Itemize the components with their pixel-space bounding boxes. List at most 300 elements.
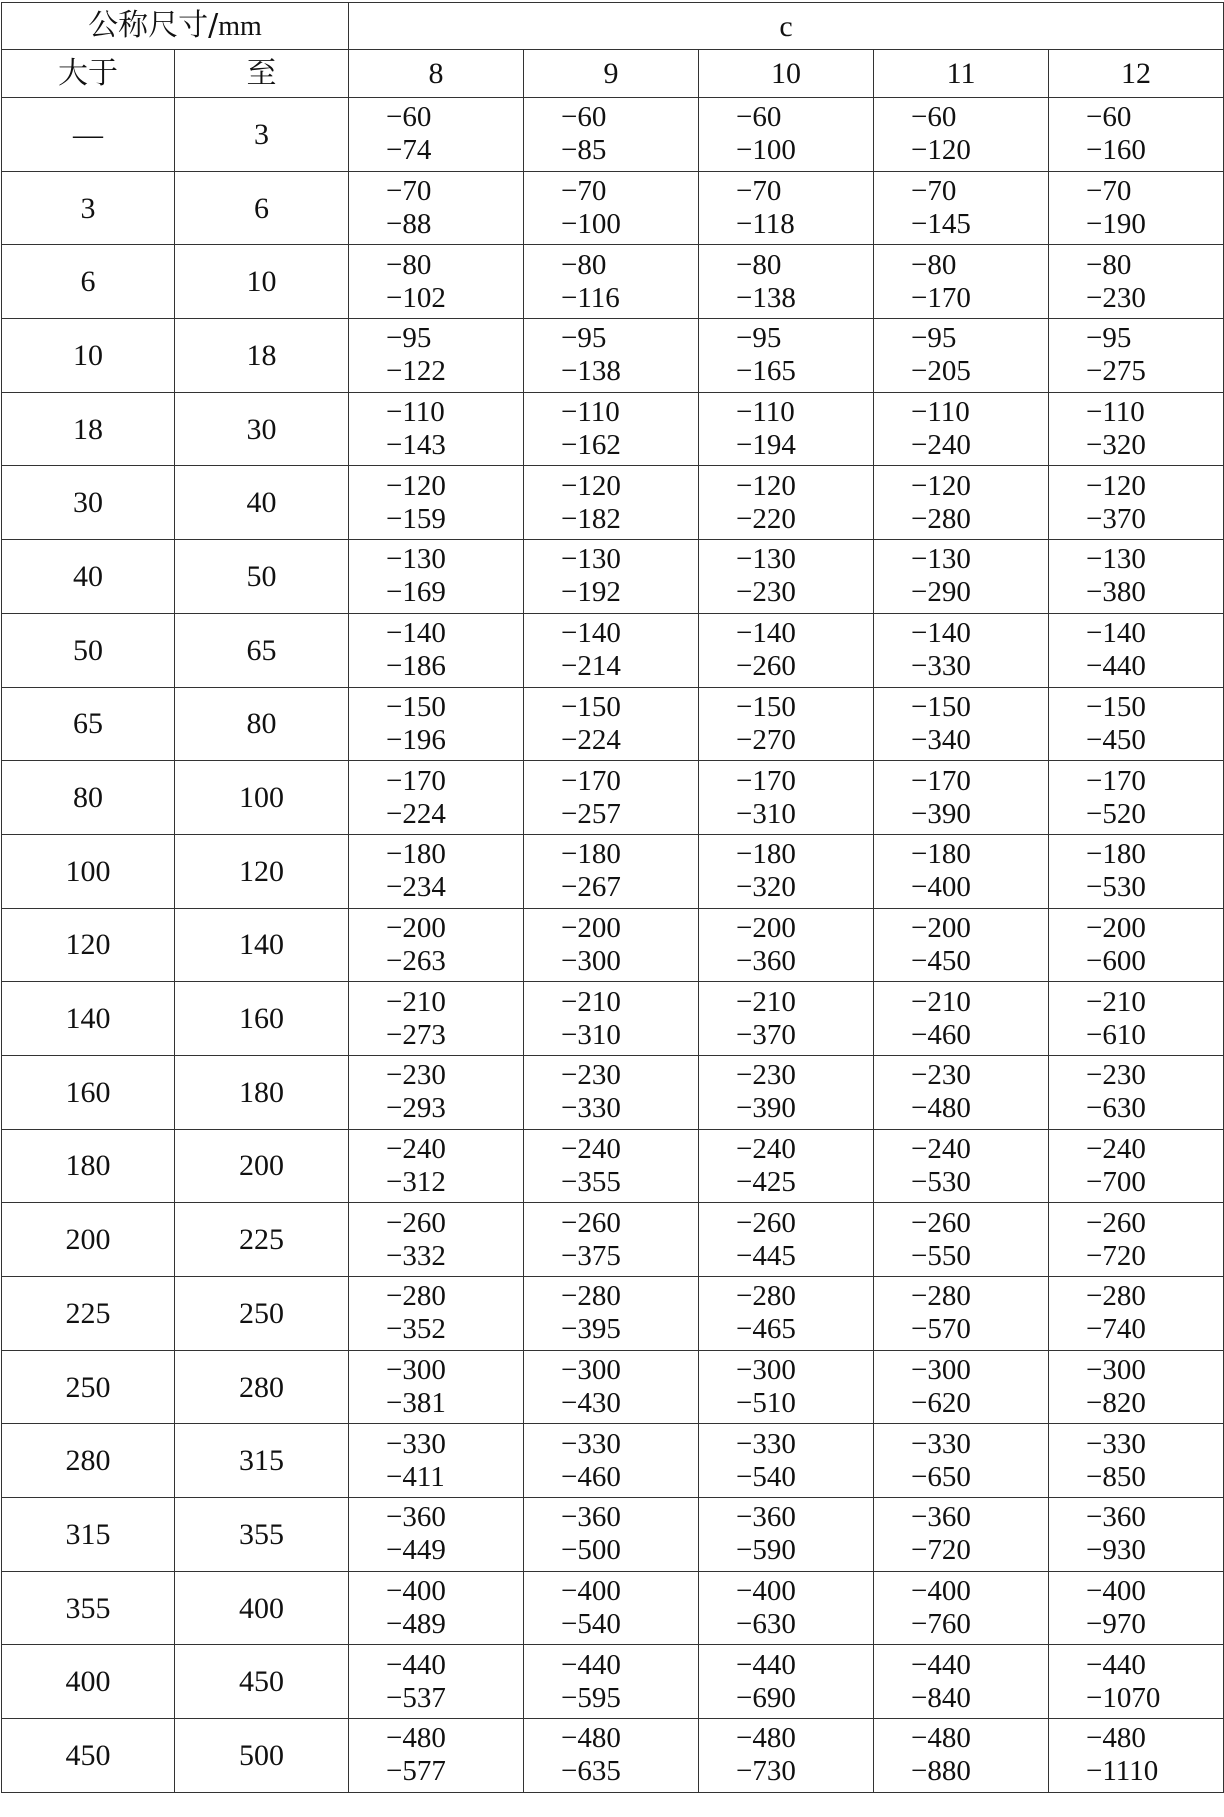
size-from-cell: 30 — [2, 466, 175, 540]
lower-deviation: −440 — [1086, 650, 1146, 683]
table-row — [2, 1203, 1224, 1277]
lower-deviation: −192 — [561, 576, 621, 609]
deviation-cell — [874, 1203, 1049, 1277]
lower-deviation: −425 — [736, 1165, 796, 1198]
lower-deviation: −122 — [386, 355, 446, 388]
upper-deviation: −360 — [911, 1501, 971, 1534]
upper-deviation: −150 — [561, 690, 621, 723]
tolerance-table — [1, 2, 1224, 1793]
lower-deviation: −205 — [911, 355, 971, 388]
deviation-cell — [349, 1498, 524, 1572]
lower-deviation: −740 — [1086, 1313, 1146, 1346]
size-from-cell: 400 — [2, 1645, 175, 1719]
lower-deviation: −160 — [1086, 134, 1146, 167]
deviation-cell — [524, 1129, 699, 1203]
upper-deviation: −300 — [736, 1354, 796, 1387]
deviation-cell — [349, 319, 524, 393]
upper-deviation: −170 — [911, 764, 971, 797]
size-to-cell: 250 — [175, 1277, 349, 1351]
upper-deviation: −180 — [561, 838, 621, 871]
lower-deviation: −445 — [736, 1239, 796, 1272]
deviation-cell — [524, 1719, 699, 1793]
deviation-cell — [874, 1571, 1049, 1645]
deviation-cell — [349, 1277, 524, 1351]
lower-deviation: −275 — [1086, 355, 1146, 388]
lower-deviation: −273 — [386, 1018, 446, 1051]
deviation-cell — [524, 1350, 699, 1424]
upper-deviation: −400 — [561, 1575, 621, 1608]
deviation-cell — [874, 1645, 1049, 1719]
size-to-cell: 65 — [175, 613, 349, 687]
lower-deviation: −230 — [736, 576, 796, 609]
lower-deviation: −240 — [911, 429, 971, 462]
upper-deviation: −440 — [736, 1648, 796, 1681]
size-to-cell: 225 — [175, 1203, 349, 1277]
lower-deviation: −590 — [736, 1534, 796, 1567]
deviation-cell — [699, 834, 874, 908]
deviation-cell — [524, 540, 699, 614]
upper-deviation: −95 — [386, 322, 432, 355]
deviation-cell — [349, 1719, 524, 1793]
deviation-cell — [1049, 98, 1224, 172]
lower-deviation: −170 — [911, 281, 971, 314]
upper-deviation: −480 — [911, 1722, 971, 1755]
lower-deviation: −650 — [911, 1460, 971, 1493]
lower-deviation: −220 — [736, 502, 796, 535]
size-from-cell: 10 — [2, 319, 175, 393]
grade-header-12: 12 — [1049, 50, 1224, 98]
upper-deviation: −180 — [386, 838, 446, 871]
deviation-cell — [1049, 1424, 1224, 1498]
lower-deviation: −260 — [736, 650, 796, 683]
lower-deviation: −234 — [386, 871, 446, 904]
table-row — [2, 908, 1224, 982]
lower-deviation: −162 — [561, 429, 621, 462]
lower-deviation: −310 — [561, 1018, 621, 1051]
table-row — [2, 1129, 1224, 1203]
deviation-cell — [874, 613, 1049, 687]
deviation-cell — [349, 1350, 524, 1424]
table-row — [2, 1645, 1224, 1719]
deviation-cell — [699, 908, 874, 982]
deviation-cell — [1049, 319, 1224, 393]
deviation-cell — [524, 1498, 699, 1572]
upper-deviation: −230 — [561, 1059, 621, 1092]
lower-deviation: −630 — [736, 1608, 796, 1641]
deviation-cell — [1049, 761, 1224, 835]
lower-deviation: −840 — [911, 1681, 971, 1714]
deviation-cell — [874, 1277, 1049, 1351]
upper-deviation: −200 — [911, 911, 971, 944]
lower-deviation: −550 — [911, 1239, 971, 1272]
upper-deviation: −60 — [386, 101, 432, 134]
lower-deviation: −537 — [386, 1681, 446, 1714]
lower-deviation: −880 — [911, 1755, 971, 1788]
deviation-cell — [699, 540, 874, 614]
upper-deviation: −170 — [1086, 764, 1146, 797]
nominal-size-label: 公称尺寸/ — [88, 8, 219, 43]
deviation-cell — [699, 392, 874, 466]
upper-deviation: −110 — [911, 396, 970, 429]
lower-deviation: −214 — [561, 650, 621, 683]
upper-deviation: −480 — [736, 1722, 796, 1755]
deviation-cell — [349, 761, 524, 835]
deviation-cell — [874, 245, 1049, 319]
upper-deviation: −330 — [736, 1427, 796, 1460]
deviation-cell — [699, 171, 874, 245]
lower-deviation: −510 — [736, 1387, 796, 1420]
upper-deviation: −95 — [561, 322, 607, 355]
upper-deviation: −300 — [561, 1354, 621, 1387]
lower-deviation: −224 — [386, 797, 446, 830]
size-from-cell: 100 — [2, 834, 175, 908]
table-row — [2, 466, 1224, 540]
nominal-size-header — [2, 3, 349, 50]
upper-deviation: −440 — [561, 1648, 621, 1681]
lower-deviation: −330 — [561, 1092, 621, 1125]
upper-deviation: −60 — [911, 101, 957, 134]
upper-deviation: −330 — [911, 1427, 971, 1460]
lower-deviation: −540 — [561, 1608, 621, 1641]
upper-deviation: −280 — [1086, 1280, 1146, 1313]
table-row — [2, 761, 1224, 835]
upper-deviation: −210 — [1086, 985, 1146, 1018]
upper-deviation: −200 — [561, 911, 621, 944]
size-to-cell: 6 — [175, 171, 349, 245]
lower-deviation: −850 — [1086, 1460, 1146, 1493]
table-row — [2, 687, 1224, 761]
upper-deviation: −440 — [1086, 1648, 1146, 1681]
lower-deviation: −630 — [1086, 1092, 1146, 1125]
lower-deviation: −332 — [386, 1239, 446, 1272]
lower-deviation: −320 — [736, 871, 796, 904]
lower-deviation: −610 — [1086, 1018, 1146, 1051]
upper-deviation: −440 — [386, 1648, 446, 1681]
lower-deviation: −190 — [1086, 208, 1146, 241]
deviation-cell — [349, 245, 524, 319]
deviation-cell — [699, 466, 874, 540]
upper-deviation: −300 — [386, 1354, 446, 1387]
upper-deviation: −240 — [736, 1132, 796, 1165]
size-to-cell: 140 — [175, 908, 349, 982]
table-row — [2, 1277, 1224, 1351]
size-to-cell: 30 — [175, 392, 349, 466]
lower-deviation: −760 — [911, 1608, 971, 1641]
deviation-cell — [349, 1055, 524, 1129]
deviation-cell — [699, 98, 874, 172]
size-from-cell: 225 — [2, 1277, 175, 1351]
size-from-cell: 200 — [2, 1203, 175, 1277]
deviation-cell — [874, 1129, 1049, 1203]
deviation-cell — [1049, 982, 1224, 1056]
size-from-cell: 18 — [2, 392, 175, 466]
upper-deviation: −70 — [736, 175, 782, 208]
lower-deviation: −690 — [736, 1681, 796, 1714]
upper-deviation: −360 — [736, 1501, 796, 1534]
lower-deviation: −390 — [911, 797, 971, 830]
size-to-cell: 400 — [175, 1571, 349, 1645]
size-from-cell: 3 — [2, 171, 175, 245]
upper-deviation: −480 — [1086, 1722, 1146, 1755]
upper-deviation: −110 — [561, 396, 620, 429]
upper-deviation: −170 — [736, 764, 796, 797]
lower-deviation: −267 — [561, 871, 621, 904]
deviation-cell — [699, 245, 874, 319]
deviation-cell — [349, 171, 524, 245]
upper-deviation: −120 — [1086, 469, 1146, 502]
upper-deviation: −330 — [386, 1427, 446, 1460]
deviation-cell — [349, 908, 524, 982]
upper-deviation: −60 — [736, 101, 782, 134]
upper-deviation: −150 — [386, 690, 446, 723]
lower-deviation: −320 — [1086, 429, 1146, 462]
deviation-cell — [699, 1203, 874, 1277]
size-to-cell: 355 — [175, 1498, 349, 1572]
lower-deviation: −635 — [561, 1755, 621, 1788]
lower-deviation: −74 — [386, 134, 432, 167]
grade-header-10: 10 — [699, 50, 874, 98]
deviation-cell — [874, 319, 1049, 393]
upper-deviation: −210 — [736, 985, 796, 1018]
lower-deviation: −293 — [386, 1092, 446, 1125]
deviation-cell — [1049, 1498, 1224, 1572]
lower-deviation: −145 — [911, 208, 971, 241]
lower-deviation: −224 — [561, 723, 621, 756]
upper-deviation: −130 — [386, 543, 446, 576]
lower-deviation: −340 — [911, 723, 971, 756]
size-to-cell: 280 — [175, 1350, 349, 1424]
deviation-cell — [874, 834, 1049, 908]
upper-deviation: −120 — [561, 469, 621, 502]
size-from-cell: 280 — [2, 1424, 175, 1498]
upper-deviation: −70 — [386, 175, 432, 208]
table-row — [2, 982, 1224, 1056]
upper-deviation: −110 — [386, 396, 445, 429]
lower-deviation: −312 — [386, 1165, 446, 1198]
lower-deviation: −570 — [911, 1313, 971, 1346]
deviation-cell — [699, 1571, 874, 1645]
size-from-cell: 65 — [2, 687, 175, 761]
upper-deviation: −400 — [736, 1575, 796, 1608]
lower-deviation: −102 — [386, 281, 446, 314]
deviation-cell — [1049, 245, 1224, 319]
size-to-cell: 120 — [175, 834, 349, 908]
deviation-cell — [524, 466, 699, 540]
size-from-cell: 315 — [2, 1498, 175, 1572]
deviation-cell — [699, 1129, 874, 1203]
deviation-cell — [524, 687, 699, 761]
header-row-2 — [2, 50, 1224, 98]
deviation-cell — [1049, 540, 1224, 614]
lower-deviation: −390 — [736, 1092, 796, 1125]
lower-deviation: −352 — [386, 1313, 446, 1346]
upper-deviation: −110 — [1086, 396, 1145, 429]
size-from-cell: — — [2, 98, 175, 172]
lower-deviation: −196 — [386, 723, 446, 756]
lower-deviation: −100 — [561, 208, 621, 241]
upper-deviation: −210 — [911, 985, 971, 1018]
lower-deviation: −1110 — [1086, 1755, 1159, 1788]
size-to-cell: 200 — [175, 1129, 349, 1203]
lower-deviation: −577 — [386, 1755, 446, 1788]
upper-deviation: −70 — [1086, 175, 1132, 208]
upper-deviation: −180 — [736, 838, 796, 871]
upper-deviation: −180 — [1086, 838, 1146, 871]
table-row — [2, 245, 1224, 319]
upper-deviation: −480 — [386, 1722, 446, 1755]
upper-deviation: −130 — [911, 543, 971, 576]
deviation-cell — [349, 98, 524, 172]
deviation-cell — [874, 171, 1049, 245]
deviation-cell — [349, 1571, 524, 1645]
upper-deviation: −280 — [386, 1280, 446, 1313]
deviation-cell — [524, 761, 699, 835]
upper-deviation: −240 — [561, 1132, 621, 1165]
upper-deviation: −280 — [561, 1280, 621, 1313]
upper-deviation: −120 — [736, 469, 796, 502]
upper-deviation: −80 — [561, 248, 607, 281]
lower-deviation: −380 — [1086, 576, 1146, 609]
upper-deviation: −70 — [561, 175, 607, 208]
lower-deviation: −460 — [911, 1018, 971, 1051]
lower-deviation: −116 — [561, 281, 620, 314]
deviation-cell — [1049, 613, 1224, 687]
upper-deviation: −230 — [386, 1059, 446, 1092]
deviation-cell — [1049, 392, 1224, 466]
upper-deviation: −150 — [911, 690, 971, 723]
upper-deviation: −140 — [386, 617, 446, 650]
table-row — [2, 1498, 1224, 1572]
size-to-cell: 40 — [175, 466, 349, 540]
deviation-cell — [699, 319, 874, 393]
deviation-cell — [349, 466, 524, 540]
lower-deviation: −595 — [561, 1681, 621, 1714]
upper-deviation: −260 — [1086, 1206, 1146, 1239]
upper-deviation: −120 — [386, 469, 446, 502]
table-row — [2, 613, 1224, 687]
table-row — [2, 1571, 1224, 1645]
upper-deviation: −200 — [736, 911, 796, 944]
deviation-cell — [699, 1055, 874, 1129]
deviation-cell — [699, 1424, 874, 1498]
lower-deviation: −530 — [1086, 871, 1146, 904]
table-row — [2, 1719, 1224, 1793]
size-from-cell: 80 — [2, 761, 175, 835]
upper-deviation: −130 — [561, 543, 621, 576]
lower-deviation: −500 — [561, 1534, 621, 1567]
deviation-cell — [524, 1203, 699, 1277]
size-from-cell: 6 — [2, 245, 175, 319]
size-to-cell: 50 — [175, 540, 349, 614]
size-from-cell: 160 — [2, 1055, 175, 1129]
size-to-cell: 315 — [175, 1424, 349, 1498]
table-row — [2, 1350, 1224, 1424]
size-from-cell: 450 — [2, 1719, 175, 1793]
deviation-cell — [349, 613, 524, 687]
lower-deviation: −730 — [736, 1755, 796, 1788]
upper-deviation: −360 — [1086, 1501, 1146, 1534]
deviation-cell — [524, 834, 699, 908]
deviation-cell — [524, 613, 699, 687]
deviation-cell — [874, 687, 1049, 761]
upper-deviation: −300 — [911, 1354, 971, 1387]
lower-deviation: −270 — [736, 723, 796, 756]
size-to-cell: 10 — [175, 245, 349, 319]
deviation-cell — [699, 1719, 874, 1793]
lower-deviation: −85 — [561, 134, 607, 167]
upper-deviation: −200 — [386, 911, 446, 944]
size-from-cell: 140 — [2, 982, 175, 1056]
lower-deviation: −370 — [1086, 502, 1146, 535]
lower-deviation: −257 — [561, 797, 621, 830]
table-row — [2, 171, 1224, 245]
upper-deviation: −80 — [1086, 248, 1132, 281]
upper-deviation: −330 — [561, 1427, 621, 1460]
grade-header-9: 9 — [524, 50, 699, 98]
lower-deviation: −138 — [736, 281, 796, 314]
deviation-cell — [874, 1424, 1049, 1498]
lower-deviation: −395 — [561, 1313, 621, 1346]
deviation-cell — [349, 982, 524, 1056]
deviation-cell — [1049, 1571, 1224, 1645]
table-row — [2, 319, 1224, 393]
upper-deviation: −400 — [1086, 1575, 1146, 1608]
upper-deviation: −180 — [911, 838, 971, 871]
upper-deviation: −260 — [911, 1206, 971, 1239]
deviation-cell — [1049, 1055, 1224, 1129]
lower-deviation: −100 — [736, 134, 796, 167]
deviation-cell — [1049, 171, 1224, 245]
size-from-cell: 355 — [2, 1571, 175, 1645]
upper-deviation: −260 — [386, 1206, 446, 1239]
deviation-cell — [699, 1498, 874, 1572]
lower-deviation: −330 — [911, 650, 971, 683]
upper-deviation: −150 — [736, 690, 796, 723]
lower-deviation: −263 — [386, 944, 446, 977]
upper-deviation: −260 — [736, 1206, 796, 1239]
lower-deviation: −540 — [736, 1460, 796, 1493]
upper-deviation: −230 — [736, 1059, 796, 1092]
lower-deviation: −182 — [561, 502, 621, 535]
deviation-cell — [874, 761, 1049, 835]
deviation-cell — [349, 1645, 524, 1719]
upper-deviation: −140 — [561, 617, 621, 650]
from-header: 大于 — [2, 50, 175, 98]
lower-deviation: −169 — [386, 576, 446, 609]
nominal-size-unit: mm — [218, 11, 262, 42]
to-header: 至 — [175, 50, 349, 98]
lower-deviation: −480 — [911, 1092, 971, 1125]
deviation-cell — [699, 613, 874, 687]
deviation-cell — [524, 1645, 699, 1719]
lower-deviation: −300 — [561, 944, 621, 977]
lower-deviation: −1070 — [1086, 1681, 1161, 1714]
upper-deviation: −110 — [736, 396, 795, 429]
size-to-cell: 180 — [175, 1055, 349, 1129]
lower-deviation: −194 — [736, 429, 796, 462]
deviation-cell — [1049, 1645, 1224, 1719]
size-to-cell: 100 — [175, 761, 349, 835]
lower-deviation: −620 — [911, 1387, 971, 1420]
lower-deviation: −381 — [386, 1387, 446, 1420]
lower-deviation: −520 — [1086, 797, 1146, 830]
size-to-cell: 500 — [175, 1719, 349, 1793]
lower-deviation: −411 — [386, 1460, 445, 1493]
table-header — [2, 3, 1224, 98]
upper-deviation: −240 — [386, 1132, 446, 1165]
upper-deviation: −200 — [1086, 911, 1146, 944]
lower-deviation: −489 — [386, 1608, 446, 1641]
